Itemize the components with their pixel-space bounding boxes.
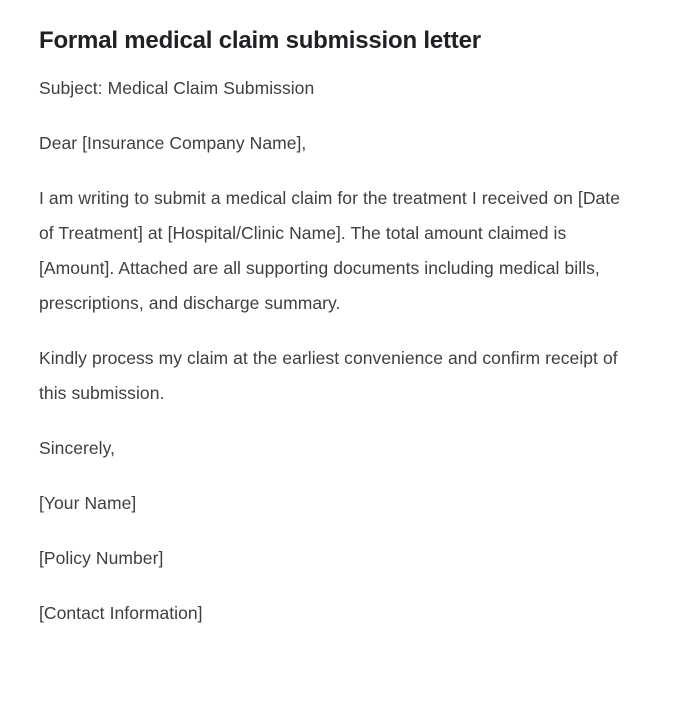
letter-policy-number: [Policy Number] (39, 548, 164, 568)
letter-salutation: Dear [Insurance Company Name], (39, 133, 307, 153)
letter-signature-name: [Your Name] (39, 493, 137, 513)
page-title: Formal medical claim submission letter (39, 27, 481, 54)
letter-body (39, 71, 635, 631)
letter-contact-information: [Contact Information] (39, 603, 203, 623)
letter-subject-line: Subject: Medical Claim Submission (39, 78, 315, 98)
letter-paragraph-body: I am writing to submit a medical claim for the treatment I received on [Date of Treatment] at [Hospital/Clinic Name]. The total amount claimed is [Amount]. Attached are all supporting documents including medical bills, prescriptions, and discharge summary. (39, 188, 620, 313)
letter-closing: Sincerely, (39, 438, 116, 458)
letter-paragraph-request: Kindly process my claim at the earliest convenience and confirm receipt of this submission. (39, 348, 618, 403)
